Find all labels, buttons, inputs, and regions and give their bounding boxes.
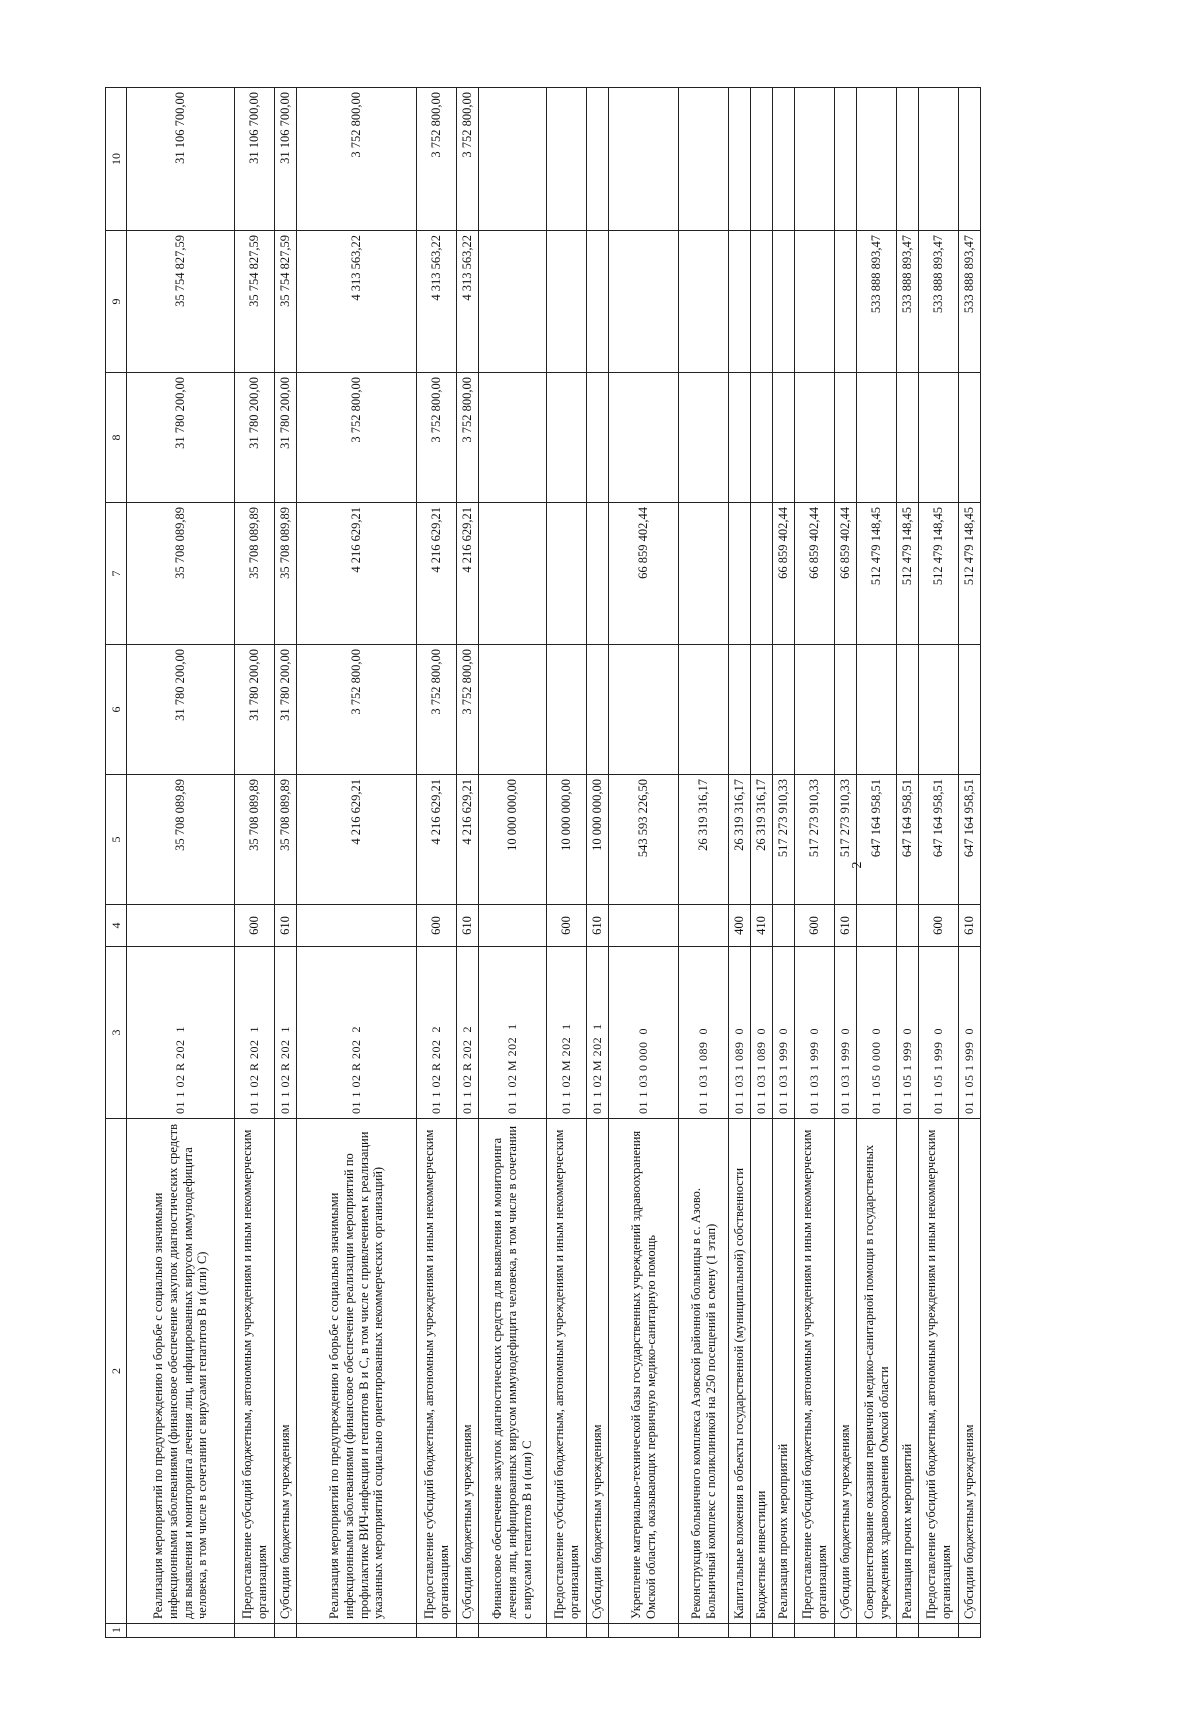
amount-col-10-cell: 31 106 700,00 [275, 88, 297, 231]
budget-code-cell: 01 1 02 M 202 1 [547, 947, 587, 1119]
amount-col-9-cell: 35 754 827,59 [235, 231, 275, 373]
expense-type-cell: 610 [275, 905, 297, 947]
amount-col-8-cell: 3 752 800,00 [297, 373, 417, 503]
table-body [127, 88, 981, 1638]
amount-col-7-cell [729, 503, 751, 645]
amount-col-6-cell [835, 645, 857, 775]
table-row [679, 88, 729, 1638]
amount-col-6-cell [587, 645, 609, 775]
expense-type-cell: 600 [795, 905, 835, 947]
amount-col-6-cell [679, 645, 729, 775]
amount-col-5-cell: 517 273 910,33 [835, 775, 857, 905]
amount-col-9-cell: 4 313 563,22 [297, 231, 417, 373]
amount-col-8-cell [773, 373, 795, 503]
amount-col-9-cell: 533 888 893,47 [857, 231, 897, 373]
amount-col-7-cell [679, 503, 729, 645]
amount-col-5-cell: 35 708 089,89 [235, 775, 275, 905]
item-name-cell: Укрепление материально-технической базы государственных учреждений здравоохранения Омской области, оказывающих первичную медико-санитарную помощь [609, 1119, 679, 1624]
first-col-cell [275, 1624, 297, 1638]
table-row [417, 88, 457, 1638]
amount-col-10-cell [679, 88, 729, 231]
item-name-cell: Субсидии бюджетным учреждениям [959, 1119, 981, 1624]
budget-code-cell: 01 1 05 1 999 0 [919, 947, 959, 1119]
item-name-cell: Реализация мероприятий по предупреждению и борьбе с социально значимыми инфекционными заболеваниями (финансовое обеспечение реализации мероприятий по профилактике ВИЧ-инфекции и гепатитов В и С, в том числе с привлечением к реализации указанных мероприятий социально ориентированных некоммерческих организаций) [297, 1119, 417, 1624]
amount-col-8-cell [587, 373, 609, 503]
table-row [897, 88, 919, 1638]
table-row [547, 88, 587, 1638]
expense-type-cell: 610 [457, 905, 479, 947]
amount-col-7-cell: 66 859 402,44 [609, 503, 679, 645]
table-row [959, 88, 981, 1638]
item-name-cell: Капитальные вложения в объекты государственной (муниципальной) собственности [729, 1119, 751, 1624]
expense-type-cell: 610 [835, 905, 857, 947]
table-row [235, 88, 275, 1638]
amount-col-6-cell: 3 752 800,00 [417, 645, 457, 775]
amount-col-8-cell: 31 780 200,00 [275, 373, 297, 503]
amount-col-7-cell: 66 859 402,44 [795, 503, 835, 645]
amount-col-10-cell [857, 88, 897, 231]
table-row [275, 88, 297, 1638]
table-row [795, 88, 835, 1638]
amount-col-8-cell [919, 373, 959, 503]
amount-col-10-cell: 3 752 800,00 [457, 88, 479, 231]
table-row [457, 88, 479, 1638]
amount-col-5-cell: 543 593 226,50 [609, 775, 679, 905]
budget-code-cell: 01 1 02 R 202 1 [127, 947, 235, 1119]
amount-col-7-cell: 512 479 148,45 [959, 503, 981, 645]
amount-col-5-cell: 647 164 958,51 [919, 775, 959, 905]
budget-code-cell: 01 1 03 1 089 0 [751, 947, 773, 1119]
amount-col-6-cell [751, 645, 773, 775]
header-col-9: 9 [106, 231, 127, 373]
amount-col-10-cell: 3 752 800,00 [417, 88, 457, 231]
budget-code-cell: 01 1 05 0 000 0 [857, 947, 897, 1119]
amount-col-5-cell: 4 216 629,21 [417, 775, 457, 905]
amount-col-8-cell [609, 373, 679, 503]
expense-type-cell [679, 905, 729, 947]
amount-col-9-cell [547, 231, 587, 373]
amount-col-10-cell [479, 88, 547, 231]
first-col-cell [417, 1624, 457, 1638]
amount-col-9-cell [587, 231, 609, 373]
amount-col-8-cell [547, 373, 587, 503]
amount-col-6-cell [729, 645, 751, 775]
amount-col-10-cell: 31 106 700,00 [127, 88, 235, 231]
first-col-cell [773, 1624, 795, 1638]
amount-col-7-cell [587, 503, 609, 645]
amount-col-8-cell [897, 373, 919, 503]
item-name-cell: Реализация прочих мероприятий [773, 1119, 795, 1624]
first-col-cell [795, 1624, 835, 1638]
amount-col-7-cell: 512 479 148,45 [857, 503, 897, 645]
amount-col-5-cell: 647 164 958,51 [897, 775, 919, 905]
budget-code-cell: 01 1 02 M 202 1 [479, 947, 547, 1119]
amount-col-6-cell [959, 645, 981, 775]
item-name-cell: Предоставление субсидий бюджетным, автономным учреждениям и иным некоммерческим организациям [417, 1119, 457, 1624]
amount-col-10-cell [959, 88, 981, 231]
amount-col-8-cell: 31 780 200,00 [127, 373, 235, 503]
amount-col-6-cell [795, 645, 835, 775]
amount-col-5-cell: 4 216 629,21 [297, 775, 417, 905]
first-col-cell [127, 1624, 235, 1638]
amount-col-9-cell: 4 313 563,22 [457, 231, 479, 373]
header-col-4: 4 [106, 905, 127, 947]
expense-type-cell [857, 905, 897, 947]
first-col-cell [479, 1624, 547, 1638]
table-row [751, 88, 773, 1638]
amount-col-8-cell [857, 373, 897, 503]
amount-col-6-cell: 3 752 800,00 [297, 645, 417, 775]
header-col-3: 3 [106, 947, 127, 1119]
item-name-cell: Предоставление субсидий бюджетным, автономным учреждениям и иным некоммерческим организациям [547, 1119, 587, 1624]
amount-col-8-cell [751, 373, 773, 503]
amount-col-5-cell: 35 708 089,89 [275, 775, 297, 905]
amount-col-8-cell: 31 780 200,00 [235, 373, 275, 503]
amount-col-6-cell [857, 645, 897, 775]
amount-col-5-cell: 647 164 958,51 [857, 775, 897, 905]
amount-col-5-cell: 10 000 000,00 [479, 775, 547, 905]
amount-col-6-cell [479, 645, 547, 775]
item-name-cell: Предоставление субсидий бюджетным, автономным учреждениям и иным некоммерческим организациям [795, 1119, 835, 1624]
budget-code-cell: 01 1 05 1 999 0 [959, 947, 981, 1119]
amount-col-5-cell: 35 708 089,89 [127, 775, 235, 905]
budget-table [105, 87, 981, 1638]
amount-col-9-cell [751, 231, 773, 373]
first-col-cell [857, 1624, 897, 1638]
table-row [479, 88, 547, 1638]
amount-col-10-cell: 3 752 800,00 [297, 88, 417, 231]
item-name-cell: Реализация прочих мероприятий [897, 1119, 919, 1624]
budget-code-cell: 01 1 02 R 202 1 [275, 947, 297, 1119]
item-name-cell: Субсидии бюджетным учреждениям [835, 1119, 857, 1624]
budget-code-cell: 01 1 03 1 999 0 [773, 947, 795, 1119]
amount-col-10-cell [835, 88, 857, 231]
amount-col-9-cell: 35 754 827,59 [275, 231, 297, 373]
item-name-cell: Реконструкция больничного комплекса Азовской районной больницы в с. Азово. Больничный комплекс с поликлиникой на 250 посещений в смену (1 этап) [679, 1119, 729, 1624]
amount-col-9-cell: 35 754 827,59 [127, 231, 235, 373]
table-row [609, 88, 679, 1638]
first-col-cell [897, 1624, 919, 1638]
table-row [773, 88, 795, 1638]
table-row [835, 88, 857, 1638]
budget-code-cell: 01 1 03 1 999 0 [835, 947, 857, 1119]
amount-col-10-cell [729, 88, 751, 231]
page-number: 2 [850, 861, 865, 869]
expense-type-cell: 600 [547, 905, 587, 947]
amount-col-10-cell [897, 88, 919, 231]
amount-col-9-cell [795, 231, 835, 373]
rotated-page [105, 88, 1195, 1638]
first-col-cell [609, 1624, 679, 1638]
expense-type-cell: 600 [235, 905, 275, 947]
amount-col-7-cell [547, 503, 587, 645]
budget-code-cell: 01 1 02 R 202 1 [235, 947, 275, 1119]
budget-code-cell: 01 1 02 R 202 2 [297, 947, 417, 1119]
amount-col-7-cell: 35 708 089,89 [275, 503, 297, 645]
header-col-8: 8 [106, 373, 127, 503]
amount-col-10-cell [547, 88, 587, 231]
amount-col-6-cell: 31 780 200,00 [127, 645, 235, 775]
amount-col-8-cell: 3 752 800,00 [457, 373, 479, 503]
amount-col-8-cell [729, 373, 751, 503]
header-col-2: 2 [106, 1119, 127, 1624]
amount-col-6-cell [547, 645, 587, 775]
amount-col-10-cell [919, 88, 959, 231]
item-name-cell: Субсидии бюджетным учреждениям [587, 1119, 609, 1624]
expense-type-cell [897, 905, 919, 947]
amount-col-7-cell: 4 216 629,21 [417, 503, 457, 645]
table-row [857, 88, 897, 1638]
amount-col-9-cell [479, 231, 547, 373]
amount-col-7-cell: 66 859 402,44 [835, 503, 857, 645]
item-name-cell: Реализация мероприятий по предупреждению и борьбе с социально значимыми инфекционными заболеваниями (финансовое обеспечение закупок диагностических средств для выявления и мониторинга лечения лиц, инфицированных вирусом иммунодефицита человека, в том числе в сочетании с вирусами гепатитов В и (или) С) [127, 1119, 235, 1624]
amount-col-5-cell: 517 273 910,33 [795, 775, 835, 905]
first-col-cell [547, 1624, 587, 1638]
amount-col-10-cell [773, 88, 795, 231]
first-col-cell [297, 1624, 417, 1638]
amount-col-5-cell: 647 164 958,51 [959, 775, 981, 905]
amount-col-6-cell [897, 645, 919, 775]
expense-type-cell: 400 [729, 905, 751, 947]
amount-col-7-cell: 4 216 629,21 [457, 503, 479, 645]
first-col-cell [729, 1624, 751, 1638]
first-col-cell [835, 1624, 857, 1638]
expense-type-cell: 410 [751, 905, 773, 947]
amount-col-8-cell: 3 752 800,00 [417, 373, 457, 503]
first-col-cell [679, 1624, 729, 1638]
amount-col-6-cell: 31 780 200,00 [235, 645, 275, 775]
expense-type-cell: 610 [959, 905, 981, 947]
item-name-cell: Субсидии бюджетным учреждениям [457, 1119, 479, 1624]
table-row [919, 88, 959, 1638]
amount-col-5-cell: 517 273 910,33 [773, 775, 795, 905]
budget-code-cell: 01 1 05 1 999 0 [897, 947, 919, 1119]
amount-col-8-cell [795, 373, 835, 503]
amount-col-6-cell: 3 752 800,00 [457, 645, 479, 775]
item-name-cell: Бюджетные инвестиции [751, 1119, 773, 1624]
budget-code-cell: 01 1 02 R 202 2 [457, 947, 479, 1119]
amount-col-5-cell: 26 319 316,17 [751, 775, 773, 905]
expense-type-cell [479, 905, 547, 947]
expense-type-cell [609, 905, 679, 947]
budget-code-cell: 01 1 03 0 000 0 [609, 947, 679, 1119]
amount-col-10-cell [751, 88, 773, 231]
first-col-cell [959, 1624, 981, 1638]
budget-code-cell: 01 1 03 1 089 0 [679, 947, 729, 1119]
expense-type-cell: 600 [919, 905, 959, 947]
amount-col-6-cell [609, 645, 679, 775]
header-col-6: 6 [106, 645, 127, 775]
amount-col-5-cell: 26 319 316,17 [729, 775, 751, 905]
amount-col-5-cell: 4 216 629,21 [457, 775, 479, 905]
header-col-1: 1 [106, 1624, 127, 1638]
expense-type-cell [127, 905, 235, 947]
amount-col-7-cell [479, 503, 547, 645]
amount-col-9-cell: 533 888 893,47 [897, 231, 919, 373]
header-row [106, 88, 127, 1638]
budget-code-cell: 01 1 03 1 999 0 [795, 947, 835, 1119]
amount-col-7-cell: 4 216 629,21 [297, 503, 417, 645]
expense-type-cell [297, 905, 417, 947]
amount-col-7-cell: 35 708 089,89 [127, 503, 235, 645]
table-row [127, 88, 235, 1638]
header-col-10: 10 [106, 88, 127, 231]
amount-col-5-cell: 10 000 000,00 [587, 775, 609, 905]
amount-col-10-cell [609, 88, 679, 231]
first-col-cell [457, 1624, 479, 1638]
budget-code-cell: 01 1 03 1 089 0 [729, 947, 751, 1119]
amount-col-6-cell [773, 645, 795, 775]
amount-col-10-cell [795, 88, 835, 231]
amount-col-5-cell: 26 319 316,17 [679, 775, 729, 905]
amount-col-9-cell: 533 888 893,47 [919, 231, 959, 373]
amount-col-9-cell: 4 313 563,22 [417, 231, 457, 373]
header-col-5: 5 [106, 775, 127, 905]
table-row [297, 88, 417, 1638]
item-name-cell: Субсидии бюджетным учреждениям [275, 1119, 297, 1624]
amount-col-9-cell [773, 231, 795, 373]
amount-col-10-cell [587, 88, 609, 231]
first-col-cell [919, 1624, 959, 1638]
first-col-cell [235, 1624, 275, 1638]
amount-col-9-cell [835, 231, 857, 373]
amount-col-8-cell [479, 373, 547, 503]
amount-col-7-cell: 35 708 089,89 [235, 503, 275, 645]
amount-col-7-cell: 512 479 148,45 [897, 503, 919, 645]
amount-col-7-cell: 66 859 402,44 [773, 503, 795, 645]
item-name-cell: Предоставление субсидий бюджетным, автономным учреждениям и иным некоммерческим организациям [235, 1119, 275, 1624]
first-col-cell [587, 1624, 609, 1638]
amount-col-10-cell: 31 106 700,00 [235, 88, 275, 231]
expense-type-cell: 610 [587, 905, 609, 947]
expense-type-cell: 600 [417, 905, 457, 947]
header-col-7: 7 [106, 503, 127, 645]
amount-col-7-cell [751, 503, 773, 645]
item-name-cell: Совершенствование оказания первичной медико-санитарной помощи в государственных учреждениях здравоохранения Омской области [857, 1119, 897, 1624]
amount-col-8-cell [679, 373, 729, 503]
amount-col-6-cell [919, 645, 959, 775]
amount-col-9-cell [729, 231, 751, 373]
first-col-cell [751, 1624, 773, 1638]
item-name-cell: Финансовое обеспечение закупок диагностических средств для выявления и мониторинга лечения лиц, инфицированных вирусом иммунодефицита человека, в том числе в сочетании с вирусами гепатитов В и (или) С [479, 1119, 547, 1624]
amount-col-5-cell: 10 000 000,00 [547, 775, 587, 905]
amount-col-9-cell [609, 231, 679, 373]
budget-code-cell: 01 1 02 R 202 2 [417, 947, 457, 1119]
amount-col-9-cell: 533 888 893,47 [959, 231, 981, 373]
item-name-cell: Предоставление субсидий бюджетным, автономным учреждениям и иным некоммерческим организациям [919, 1119, 959, 1624]
budget-code-cell: 01 1 02 M 202 1 [587, 947, 609, 1119]
amount-col-9-cell [679, 231, 729, 373]
table-row [587, 88, 609, 1638]
amount-col-8-cell [835, 373, 857, 503]
table-row [729, 88, 751, 1638]
amount-col-6-cell: 31 780 200,00 [275, 645, 297, 775]
expense-type-cell [773, 905, 795, 947]
amount-col-8-cell [959, 373, 981, 503]
amount-col-7-cell: 512 479 148,45 [919, 503, 959, 645]
